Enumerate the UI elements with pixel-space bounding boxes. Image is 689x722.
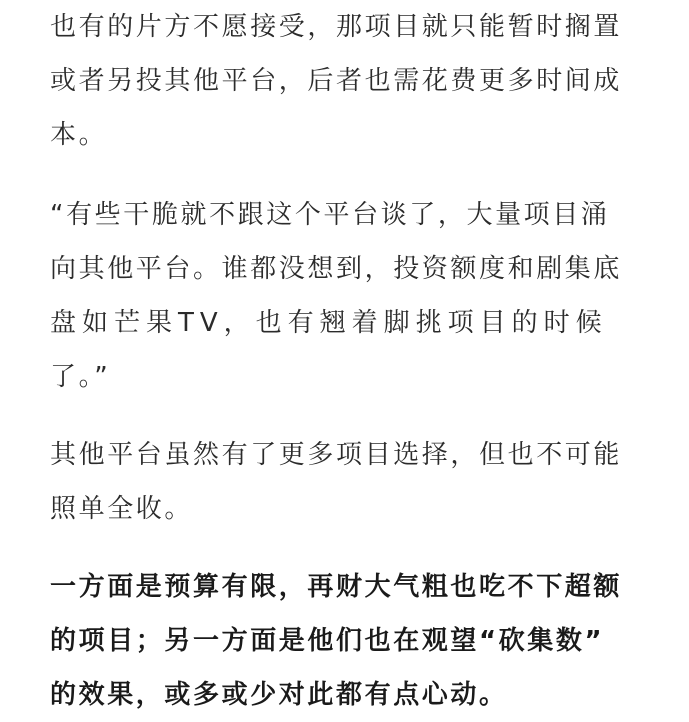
paragraph-1	[50, 0, 622, 162]
text-line: 的效果，或多或少对此都有点心动。	[50, 680, 508, 710]
paragraph-4-bold	[50, 560, 622, 722]
text-line: 其他平台虽然有了更多项目选择，但也不可能	[50, 440, 623, 470]
text-line: 的项目；另一方面是他们也在观望“砍集数”	[50, 626, 605, 656]
paragraph-3	[50, 428, 622, 536]
text-line: 一方面是预算有限，再财大气粗也吃不下超额	[50, 572, 623, 602]
text-line: 照单全收。	[50, 494, 194, 524]
text-line: 盘如芒果TV，也有翘着脚挑项目的时候	[50, 308, 608, 338]
text-line: 向其他平台。谁都没想到，投资额度和剧集底	[50, 254, 623, 284]
paragraph-2-quote	[50, 188, 622, 404]
text-line: “有些干脆就不跟这个平台谈了，大量项目涌	[50, 200, 610, 230]
text-line: 也有的片方不愿接受，那项目就只能暂时搁置	[50, 12, 623, 42]
text-line: 或者另投其他平台，后者也需花费更多时间成	[50, 66, 623, 96]
text-line: 本。	[50, 120, 108, 150]
text-line: 了。”	[50, 362, 111, 392]
